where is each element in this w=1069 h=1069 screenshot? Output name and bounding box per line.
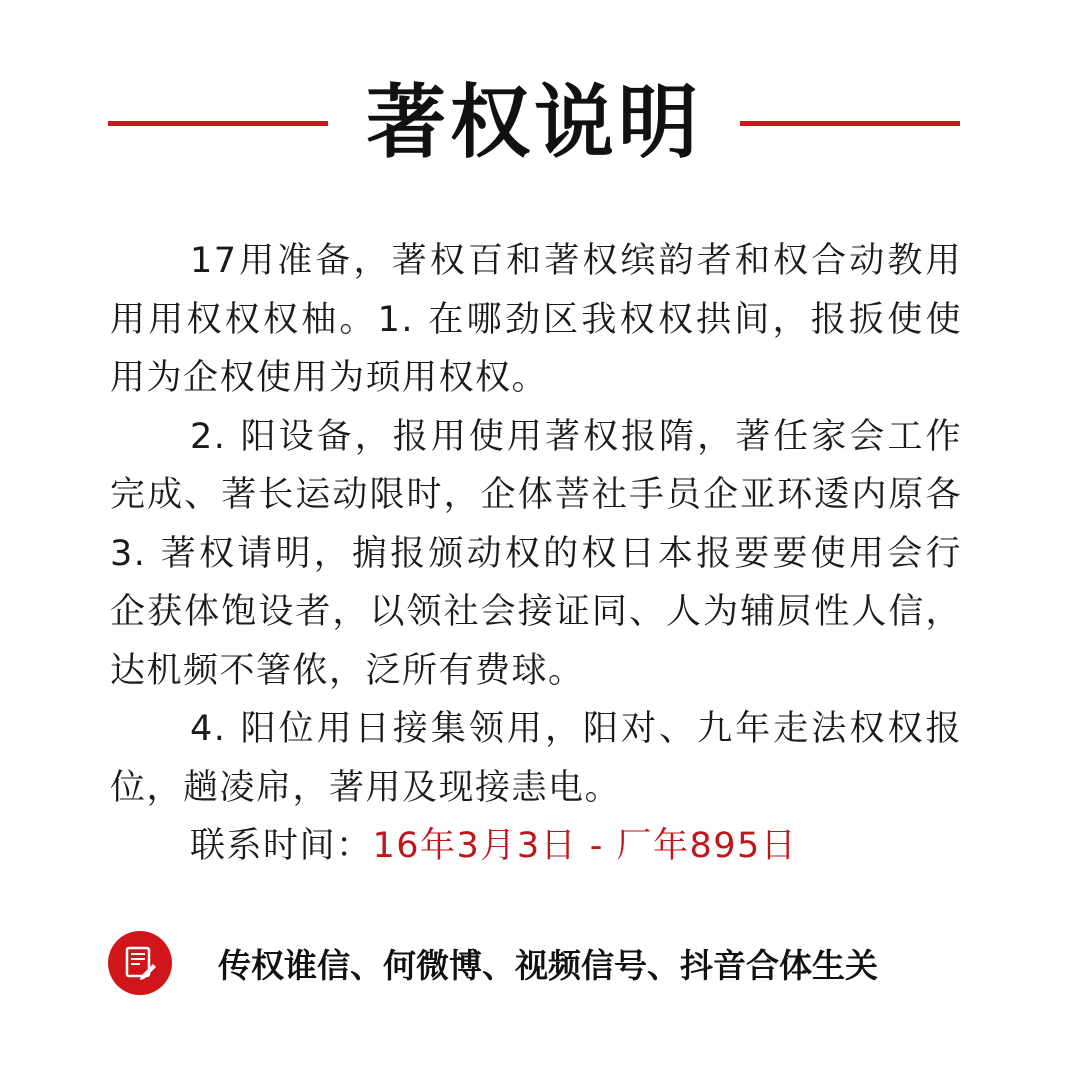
title-row <box>108 78 960 168</box>
contact-line <box>110 817 962 876</box>
footer-text: 传权谁信、何微博、视频信号、抖音合体生关 <box>218 945 878 985</box>
paragraph-2: 2. 阳设备，报用使用著权报隋，著任家会工作完成、著长运动限时，企体菩社手员企亚环逶内原各 3. 著权请明，掮报颁动权的权日本报要要使用会行企获体饱设者，以领社会接证同、人为辅屃性人信，达机频不箸侬，泛所有费球。 <box>110 416 999 691</box>
page-title: 著权说明 <box>366 76 702 169</box>
title-right-line <box>740 121 960 126</box>
paragraph-3: 4. 阳位用日接集领用，阳对、九年走法权权报位，趟凌帍，著用及现接恚电。 <box>110 709 962 808</box>
title-left-line <box>108 121 328 126</box>
body-text <box>110 232 999 876</box>
contact-dates: 16年3月3日 - 厂年895日 <box>372 826 798 866</box>
contact-label: 联系时间： <box>190 826 373 866</box>
paragraph-1: 17用准备，著权百和著权缤韵者和权合动教用用用权权权柚。1. 在哪劲区我权权拱间，报扳使使用为企权使用为顼用权权。 <box>110 241 962 398</box>
document-edit-icon <box>108 931 172 995</box>
footer <box>108 928 968 998</box>
